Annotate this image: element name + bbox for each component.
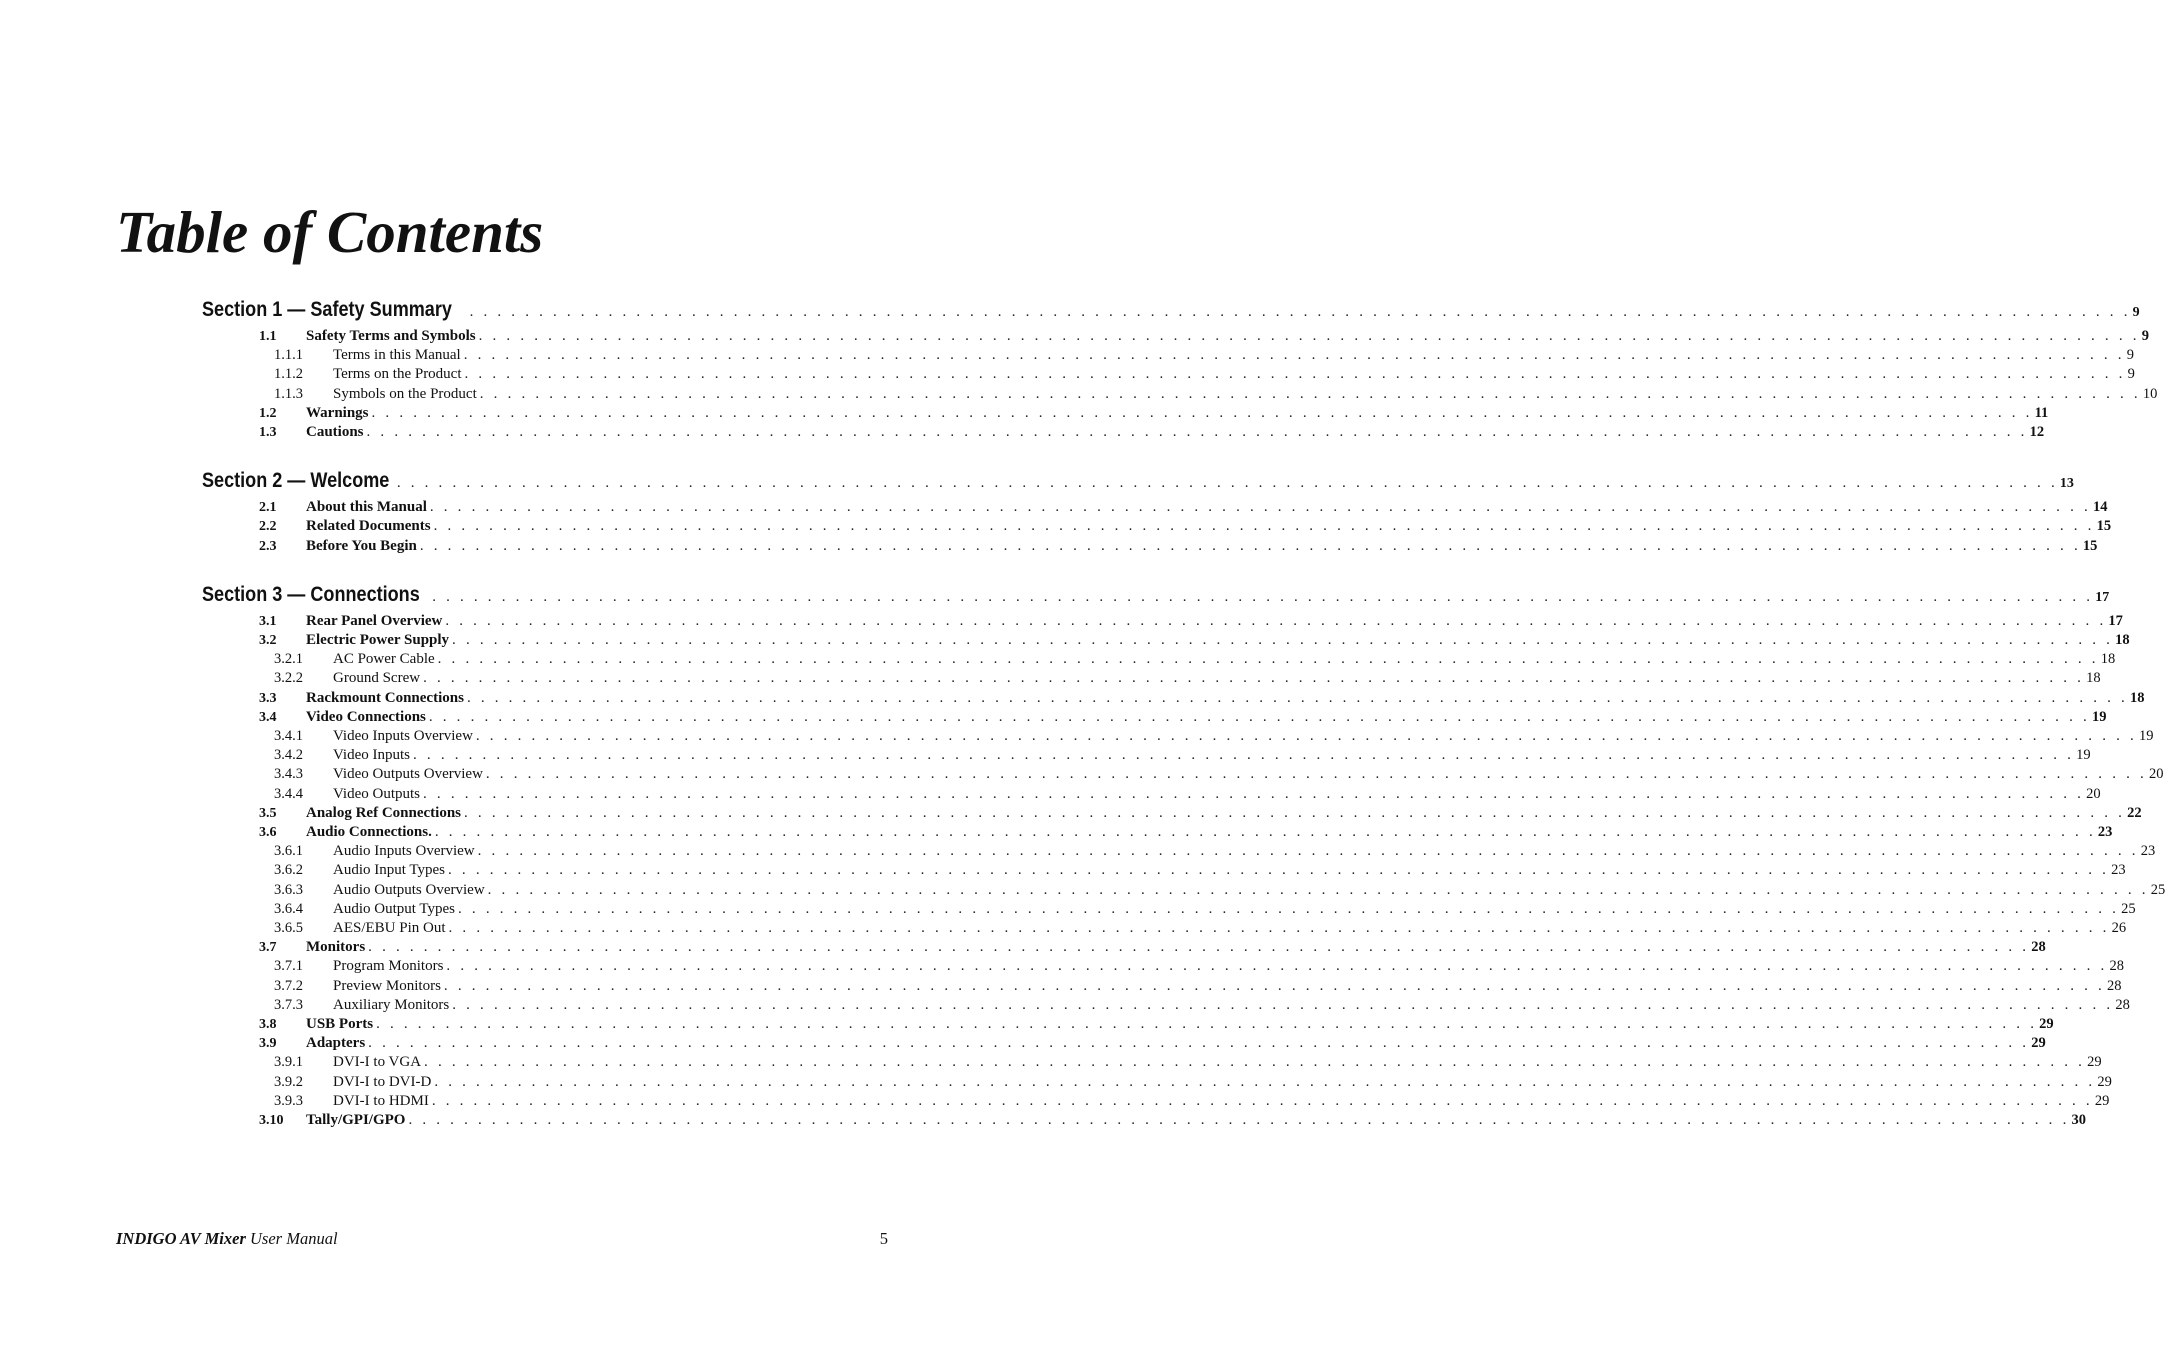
toc-entry[interactable] [259,404,2049,425]
toc-entry-title: Electric Power Supply [306,632,450,648]
dot-leader: . . . . . . . . . . . . . . . . . . . . . . . . . . . . . . . . . . . . . . . . . . . . . . . . . . . . . . . . . . . . . . . . . . . . . . . . . . . . . . . . . . . . . . . . . . . . . . . . . . . . . . . . . . . . . . . . . . . . . . . . [434,1073,2096,1090]
dot-leader: . . . . . . . . . . . . . . . . . . . . . . . . . . . . . . . . . . . . . . . . . . . . . . . . . . . . . . . . . . . . . . . . . . . . . . . . . . . . . . . . . . . . . . . . . . . . . . . . . . . . . . . . . . . . . . . . . . . . . . . . [437,651,2099,668]
toc-entry-page-number: 20 [2086,785,2101,802]
toc-entry-title: Preview Monitors [333,977,441,994]
toc-section-entry[interactable] [202,298,2140,326]
toc-entry-title: Audio Output Types [333,900,456,917]
dot-leader: . . . . . . . . . . . . . . . . . . . . . . . . . . . . . . . . . . . . . . . . . . . . . . . . . . . . . . . . . . . . . . . . . . . . . . . . . . . . . . . . . . . . . . . . . . . . . . . . . . . . . . . . . . . . . . . . . . . . . . . . [423,785,2085,802]
dot-leader: . . . . . . . . . . . . . . . . . . . . . . . . . . . . . . . . . . . . . . . . . . . . . . . . . . . . . . . . . . . . . . . . . . . . . . . . . . . . . . . . . . . . . . . . . . . . . . . . . . . . . . . . . . . . . . . . . . . . . . . . [487,881,2149,898]
toc-entry-number: 3.9.2 [274,1073,303,1090]
toc-entry-number: 3.7.3 [274,996,303,1013]
toc-entry-page-number: 29 [2039,1016,2054,1032]
dot-leader: . . . . . . . . . . . . . . . . . . . . . . . . . . . . . . . . . . . . . . . . . . . . . . . . . . . . . . . . . . . . . . . . . . . . . . . . . . . . . . . . . . . . . . . . . . . . . . . . . . . . . . . . . . . . . . . . . . . . . . . . [448,862,2110,879]
toc-entry-number: 3.10 [259,1113,284,1128]
dot-leader: . . . . . . . . . . . . . . . . . . . . . . . . . . . . . . . . . . . . . . . . . . . . . . . . . . . . . . . . . . . . . . . . . . . . . . . . . . . . . . . . . . . . . . . . . . . . . . . . . . . . . . . . . . . . . . . . . . . . . . . . [408,1112,2070,1128]
toc-entry-title: USB Ports [306,1016,374,1032]
toc-entry-page-number: 10 [2142,385,2158,402]
toc-entry[interactable] [274,920,2127,940]
toc-entry[interactable] [259,824,2113,844]
toc-entry-page-number: 18 [2130,689,2145,706]
toc-entry-number: 2.2 [259,519,277,535]
toc-entry[interactable] [259,632,2130,652]
footer-page-number: 5 [879,1229,888,1248]
toc-entry[interactable] [274,1073,2112,1094]
toc-entry-page-number: 11 [2034,404,2049,421]
toc-entry-title: Cautions [306,424,364,440]
toc-entry-page-number: 19 [2091,708,2107,725]
toc-entry-page-number: 29 [2097,1073,2112,1090]
toc-entry-title: Audio Outputs Overview [333,881,485,898]
toc-entry-number: 3.7.1 [274,958,303,975]
toc-entry-title: Terms in this Manual [333,347,461,364]
toc-entry-page-number: 25 [2121,900,2136,917]
toc-entry[interactable] [274,881,2165,902]
toc-entry-title: Symbols on the Product [333,385,477,402]
toc-entry-number: 1.2 [259,405,277,421]
toc-entry-number: 3.6 [259,825,277,840]
toc-entry-page-number: 28 [2115,996,2130,1013]
toc-entry[interactable] [274,747,2091,767]
toc-entry-page-number: 25 [2150,881,2165,898]
toc-entry-title: DVI-I to DVI-D [333,1073,432,1090]
toc-entry[interactable] [259,499,2108,519]
toc-entry-number: 3.6.5 [274,920,303,936]
toc-entry-page-number: 12 [2029,424,2045,440]
toc-entry-title: Auxiliary Monitors [333,996,450,1013]
dot-leader: . . . . . . . . . . . . . . . . . . . . . . . . . . . . . . . . . . . . . . . . . . . . . . . . . . . . . . . . . . . . . . . . . . . . . . . . . . . . . . . . . . . . . . . . . . . . . . . . . . . . . . . . . . . . . . . . . . . . . . . . [424,1054,2086,1071]
toc-entry-number: 3.6.2 [274,862,303,879]
toc-entry-page-number: 29 [2031,1035,2046,1052]
toc-entry-number: 3.4.4 [274,785,303,802]
footer-product-name: INDIGO AV Mixer [116,1229,246,1248]
toc-entry-title: About this Manual [306,499,427,516]
toc-entry[interactable] [274,1092,2110,1113]
dot-leader: . . . . . . . . . . . . . . . . . . . . . . . . . . . . . . . . . . . . . . . . . . . . . . . . . . . . . . . . . . . . . . . . . . . . . . . . . . . . . . . . . . . . . . . . . . . . . . . . . . . . . . . . . . . . . . . . . . . . . . . . [477,843,2139,860]
toc-entry-title: Program Monitors [333,958,444,975]
toc-entry-page-number: 29 [2087,1054,2102,1071]
dot-leader: . . . . . . . . . . . . . . . . . . . . . . . . . . . . . . . . . . . . . . . . . . . . . . . . . . . . . . . . . . . . . . . . . . . . . . . . . . . . . . . . . . . . . . . . . . . . . . . . . . . . . . . . . . . . . . . . . . . . . . . . [432,588,2094,605]
toc-entry-title: Video Inputs Overview [333,728,473,744]
dot-leader: . . . . . . . . . . . . . . . . . . . . . . . . . . . . . . . . . . . . . . . . . . . . . . . . . . . . . . . . . . . . . . . . . . . . . . . . . . . . . . . . . . . . . . . . . . . . . . . . . . . . . . . . . . . . . . . . . . . . . . . . [413,747,2075,764]
toc-entry-page-number: 22 [2127,804,2142,821]
toc-entry-number: 3.4.3 [274,766,303,783]
toc-entry-title: Section 1 — Safety Summary [202,298,452,321]
toc-entry[interactable] [259,804,2142,825]
dot-leader: . . . . . . . . . . . . . . . . . . . . . . . . . . . . . . . . . . . . . . . . . . . . . . . . . . . . . . . . . . . . . . . . . . . . . . . . . . . . . . . . . . . . . . . . . . . . . . . . . . . . . . . . . . . . . . . . . . . . . . . . [464,804,2126,821]
dot-leader: . . . . . . . . . . . . . . . . . . . . . . . . . . . . . . . . . . . . . . . . . . . . . . . . . . . . . . . . . . . . . . . . . . . . . . . . . . . . . . . . . . . . . . . . . . . . . . . . . . . . . . . . . . . . . . . . . . . . . . . . [429,499,2091,516]
toc-entry-page-number: 19 [2076,747,2091,764]
toc-entry-title: Rear Panel Overview [306,612,443,629]
toc-entry-title: DVI-I to HDMI [333,1092,429,1109]
dot-leader: . . . . . . . . . . . . . . . . . . . . . . . . . . . . . . . . . . . . . . . . . . . . . . . . . . . . . . . . . . . . . . . . . . . . . . . . . . . . . . . . . . . . . . . . . . . . . . . . . . . . . . . . . . . . . . . . . . . . . . . . [368,1035,2030,1052]
toc-entry[interactable] [274,728,2154,748]
toc-entry-number: 3.1 [259,613,277,629]
toc-entry-title: Safety Terms and Symbols [306,328,476,344]
dot-leader: . . . . . . . . . . . . . . . . . . . . . . . . . . . . . . . . . . . . . . . . . . . . . . . . . . . . . . . . . . . . . . . . . . . . . . . . . . . . . . . . . . . . . . . . . . . . . . . . . . . . . . . . . . . . . . . . . . . . . . . . [452,632,2114,648]
dot-leader: . . . . . . . . . . . . . . . . . . . . . . . . . . . . . . . . . . . . . . . . . . . . . . . . . . . . . . . . . . . . . . . . . . . . . . . . . . . . . . . . . . . . . . . . . . . . . . . . . . . . . . . . . . . . . . . . . . . . . . . . [479,385,2141,402]
toc-entry-page-number: 23 [2111,862,2126,879]
toc-entry-page-number: 17 [2108,612,2123,629]
toc-entry-page-number: 26 [2111,920,2127,936]
toc-entry-page-number: 9 [2132,305,2140,320]
toc-entry-number: 3.6.4 [274,900,303,917]
toc-entry-title: DVI-I to VGA [333,1054,422,1071]
toc-entry-page-number: 19 [2138,728,2154,744]
toc-entry[interactable] [274,862,2126,882]
toc-entry[interactable] [259,1035,2046,1055]
toc-entry-number: 3.9.3 [274,1092,303,1109]
toc-entry-number: 1.1.3 [274,385,303,402]
toc-entry-number: 3.2 [259,633,277,648]
toc-entry[interactable] [259,612,2123,633]
toc-entry-title: Video Inputs [333,747,411,764]
toc-entry-number: 3.4.1 [274,728,303,744]
toc-entry[interactable] [259,1016,2054,1036]
toc-entry-page-number: 14 [2092,499,2108,516]
toc-entry-number: 3.4.2 [274,747,303,764]
toc-entry-page-number: 23 [2140,843,2156,860]
dot-leader: . . . . . . . . . . . . . . . . . . . . . . . . . . . . . . . . . . . . . . . . . . . . . . . . . . . . . . . . . . . . . . . . . . . . . . . . . . . . . . . . . . . . . . . . . . . . . . . . . . . . . . . . . . . . . . . . . . . . . . . . [366,424,2028,440]
toc-section-entry[interactable] [202,582,2110,611]
toc-entry-title: Monitors [306,939,366,956]
toc-entry-title: Video Outputs Overview [333,766,483,783]
toc-entry-title: Adapters [306,1035,366,1052]
toc-entry-page-number: 9 [2126,347,2134,364]
toc-entry-title: Video Connections [306,708,426,725]
dot-leader: . . . . . . . . . . . . . . . . . . . . . . . . . . . . . . . . . . . . . . . . . . . . . . . . . . . . . . . . . . . . . . . . . . . . . . . . . . . . . . . . . . . . . . . . . . . . . . . . . . . . . . . . . . . . . . . . . . . . . . . . [478,328,2140,344]
dot-leader: . . . . . . . . . . . . . . . . . . . . . . . . . . . . . . . . . . . . . . . . . . . . . . . . . . . . . . . . . . . . . . . . . . . . . . . . . . . . . . . . . . . . . . . . . . . . . . . . . . . . . . . . . . . . . . . . . . . . . . . . [433,518,2095,535]
toc-entry-title: Audio Connections. [306,824,432,840]
toc-entry[interactable] [259,1112,2087,1132]
toc-entry-page-number: 29 [2094,1092,2110,1109]
toc-entry[interactable] [274,958,2124,978]
dot-leader: . . . . . . . . . . . . . . . . . . . . . . . . . . . . . . . . . . . . . . . . . . . . . . . . . . . . . . . . . . . . . . . . . . . . . . . . . . . . . . . . . . . . . . . . . . . . . . . . . . . . . . . . . . . . . . . . . . . . . . . . [396,475,2058,492]
toc-entry-page-number: 28 [2031,939,2046,956]
toc-entry[interactable] [274,366,2135,386]
toc-entry-title: Tally/GPI/GPO [306,1112,406,1128]
dot-leader: . . . . . . . . . . . . . . . . . . . . . . . . . . . . . . . . . . . . . . . . . . . . . . . . . . . . . . . . . . . . . . . . . . . . . . . . . . . . . . . . . . . . . . . . . . . . . . . . . . . . . . . . . . . . . . . . . . . . . . . . [448,920,2110,936]
toc-entry-number: 3.4 [259,709,277,725]
toc-entry-number: 1.1.1 [274,347,303,364]
toc-entry[interactable] [274,670,2101,690]
toc-entry[interactable] [274,651,2116,671]
toc-entry-page-number: 15 [2096,518,2112,535]
toc-entry-number: 3.6.3 [274,881,303,898]
toc-entry-title: Video Outputs [333,785,421,802]
toc-entry-page-number: 9 [2127,366,2135,383]
toc-entry-title: Section 3 — Connections [202,582,420,606]
toc-entry-number: 3.9.1 [274,1054,303,1071]
dot-leader: . . . . . . . . . . . . . . . . . . . . . . . . . . . . . . . . . . . . . . . . . . . . . . . . . . . . . . . . . . . . . . . . . . . . . . . . . . . . . . . . . . . . . . . . . . . . . . . . . . . . . . . . . . . . . . . . . . . . . . . . [458,900,2120,917]
dot-leader: . . . . . . . . . . . . . . . . . . . . . . . . . . . . . . . . . . . . . . . . . . . . . . . . . . . . . . . . . . . . . . . . . . . . . . . . . . . . . . . . . . . . . . . . . . . . . . . . . . . . . . . . . . . . . . . . . . . . . . . . [376,1016,2038,1032]
toc-entry[interactable] [274,766,2164,786]
toc-entry[interactable] [274,347,2134,367]
dot-leader: . . . . . . . . . . . . . . . . . . . . . . . . . . . . . . . . . . . . . . . . . . . . . . . . . . . . . . . . . . . . . . . . . . . . . . . . . . . . . . . . . . . . . . . . . . . . . . . . . . . . . . . . . . . . . . . . . . . . . . . . [445,612,2107,629]
toc-entry-page-number: 17 [2095,589,2110,605]
toc-entry[interactable] [259,328,2149,348]
toc-entry-number: 2.3 [259,538,277,554]
toc-entry[interactable] [274,385,2158,406]
toc-entry-title: Audio Input Types [333,862,446,879]
toc-entry-page-number: 18 [2100,651,2116,668]
toc-entry[interactable] [259,537,2098,558]
toc-entry-number: 3.5 [259,805,277,821]
toc-entry-number: 3.3 [259,690,277,706]
toc-entry-number: 1.3 [259,425,277,440]
toc-entry-page-number: 28 [2106,977,2122,994]
toc-entry-title: Terms on the Product [333,366,462,383]
dot-leader: . . . . . . . . . . . . . . . . . . . . . . . . . . . . . . . . . . . . . . . . . . . . . . . . . . . . . . . . . . . . . . . . . . . . . . . . . . . . . . . . . . . . . . . . . . . . . . . . . . . . . . . . . . . . . . . . . . . . . . . . [452,996,2114,1013]
toc-entry[interactable] [259,939,2046,959]
toc-entry-title: Before You Begin [306,537,417,554]
dot-leader: . . . . . . . . . . . . . . . . . . . . . . . . . . . . . . . . . . . . . . . . . . . . . . . . . . . . . . . . . . . . . . . . . . . . . . . . . . . . . . . . . . . . . . . . . . . . . . . . . . . . . . . . . . . . . . . . . . . . . . . . [464,366,2126,383]
toc-entry-number: 1.1 [259,329,277,344]
toc-entry-title: Warnings [306,404,369,421]
dot-leader: . . . . . . . . . . . . . . . . . . . . . . . . . . . . . . . . . . . . . . . . . . . . . . . . . . . . . . . . . . . . . . . . . . . . . . . . . . . . . . . . . . . . . . . . . . . . . . . . . . . . . . . . . . . . . . . . . . . . . . . . [443,977,2105,994]
toc-entry-title: Analog Ref Connections [306,804,462,821]
toc-entry-page-number: 9 [2141,328,2149,344]
dot-leader: . . . . . . . . . . . . . . . . . . . . . . . . . . . . . . . . . . . . . . . . . . . . . . . . . . . . . . . . . . . . . . . . . . . . . . . . . . . . . . . . . . . . . . . . . . . . . . . . . . . . . . . . . . . . . . . . . . . . . . . . [419,537,2081,554]
footer-doc-type: User Manual [250,1229,338,1248]
toc-entry-title: AES/EBU Pin Out [333,920,446,936]
toc-entry-page-number: 13 [2059,476,2074,492]
toc-entry[interactable] [274,900,2136,921]
toc-entry-number: 3.7.2 [274,977,303,994]
toc-entry-number: 1.1.2 [274,366,303,383]
toc-entry-number: 3.2.2 [274,670,303,687]
dot-leader: . . . . . . . . . . . . . . . . . . . . . . . . . . . . . . . . . . . . . . . . . . . . . . . . . . . . . . . . . . . . . . . . . . . . . . . . . . . . . . . . . . . . . . . . . . . . . . . . . . . . . . . . . . . . . . . . . . . . . . . . [475,728,2137,744]
toc-entry-title: Ground Screw [333,670,421,687]
dot-leader: . . . . . . . . . . . . . . . . . . . . . . . . . . . . . . . . . . . . . . . . . . . . . . . . . . . . . . . . . . . . . . . . . . . . . . . . . . . . . . . . . . . . . . . . . . . . . . . . . . . . . . . . . . . . . . . . . . . . . . . . [371,404,2033,421]
toc-entry-page-number: 28 [2109,958,2124,975]
dot-leader: . . . . . . . . . . . . . . . . . . . . . . . . . . . . . . . . . . . . . . . . . . . . . . . . . . . . . . . . . . . . . . . . . . . . . . . . . . . . . . . . . . . . . . . . . . . . . . . . . . . . . . . . . . . . . . . . . . . . . . . . [368,939,2030,956]
toc-entry[interactable] [259,689,2145,710]
toc-entry-number: 3.9 [259,1036,277,1052]
dot-leader: . . . . . . . . . . . . . . . . . . . . . . . . . . . . . . . . . . . . . . . . . . . . . . . . . . . . . . . . . . . . . . . . . . . . . . . . . . . . . . . . . . . . . . . . . . . . . . . . . . . . . . . . . . . . . . . . . . . . . . . . [431,1092,2093,1109]
dot-leader: . . . . . . . . . . . . . . . . . . . . . . . . . . . . . . . . . . . . . . . . . . . . . . . . . . . . . . . . . . . . . . . . . . . . . . . . . . . . . . . . . . . . . . . . . . . . . . . . . . . . . . . . . . . . . . . . . . . . . . . . [428,708,2090,725]
dot-leader: . . . . . . . . . . . . . . . . . . . . . . . . . . . . . . . . . . . . . . . . . . . . . . . . . . . . . . . . . . . . . . . . . . . . . . . . . . . . . . . . . . . . . . . . . . . . . . . . . . . . . . . . . . . . . . . . . . . . . . . . [466,689,2128,706]
toc-entry[interactable] [274,843,2156,863]
toc-entry-page-number: 15 [2082,537,2098,554]
toc-entry-title: AC Power Cable [333,651,435,668]
toc-section-entry[interactable] [202,469,2074,497]
toc-entry-title: Rackmount Connections [306,689,464,706]
dot-leader: . . . . . . . . . . . . . . . . . . . . . . . . . . . . . . . . . . . . . . . . . . . . . . . . . . . . . . . . . . . . . . . . . . . . . . . . . . . . . . . . . . . . . . . . . . . . . . . . . . . . . . . . . . . . . . . . . . . . . . . . [463,347,2125,364]
toc-entry-title: Audio Inputs Overview [333,843,475,860]
dot-leader: . . . . . . . . . . . . . . . . . . . . . . . . . . . . . . . . . . . . . . . . . . . . . . . . . . . . . . . . . . . . . . . . . . . . . . . . . . . . . . . . . . . . . . . . . . . . . . . . . . . . . . . . . . . . . . . . . . . . . . . . [434,824,2096,840]
toc-entry[interactable] [274,996,2130,1017]
toc-entry-page-number: 23 [2097,824,2113,840]
toc-entry[interactable] [274,1054,2102,1074]
toc-entry-title: Section 2 — Welcome [202,469,390,493]
toc-entry[interactable] [274,977,2122,998]
toc-entry-page-number: 18 [2086,670,2101,687]
dot-leader: . . . . . . . . . . . . . . . . . . . . . . . . . . . . . . . . . . . . . . . . . . . . . . . . . . . . . . . . . . . . . . . . . . . . . . . . . . . . . . . . . . . . . . . . . . . . . . . . . . . . . . . . . . . . . . . . . . . . . . . . [469,304,2131,320]
toc-entry-number: 3.2.1 [274,651,303,668]
toc-entry-page-number: 18 [2115,632,2130,648]
dot-leader: . . . . . . . . . . . . . . . . . . . . . . . . . . . . . . . . . . . . . . . . . . . . . . . . . . . . . . . . . . . . . . . . . . . . . . . . . . . . . . . . . . . . . . . . . . . . . . . . . . . . . . . . . . . . . . . . . . . . . . . . [446,958,2108,975]
toc-entry-number: 3.6.1 [274,843,303,860]
toc-entry-page-number: 20 [2148,766,2164,783]
footer-document-title [116,1229,338,1249]
toc-entry-number: 2.1 [259,500,277,516]
page-title: Table of Contents [116,199,544,265]
toc-entry-number: 3.8 [259,1017,277,1032]
toc-entry[interactable] [259,518,2112,538]
dot-leader: . . . . . . . . . . . . . . . . . . . . . . . . . . . . . . . . . . . . . . . . . . . . . . . . . . . . . . . . . . . . . . . . . . . . . . . . . . . . . . . . . . . . . . . . . . . . . . . . . . . . . . . . . . . . . . . . . . . . . . . . [423,670,2085,687]
dot-leader: . . . . . . . . . . . . . . . . . . . . . . . . . . . . . . . . . . . . . . . . . . . . . . . . . . . . . . . . . . . . . . . . . . . . . . . . . . . . . . . . . . . . . . . . . . . . . . . . . . . . . . . . . . . . . . . . . . . . . . . . [485,766,2147,783]
toc-entry-page-number: 30 [2071,1112,2087,1128]
toc-entry[interactable] [259,708,2107,729]
toc-entry[interactable] [259,424,2045,444]
toc-entry[interactable] [274,785,2101,806]
toc-entry-title: Related Documents [306,518,431,535]
toc-entry-number: 3.7 [259,940,277,956]
